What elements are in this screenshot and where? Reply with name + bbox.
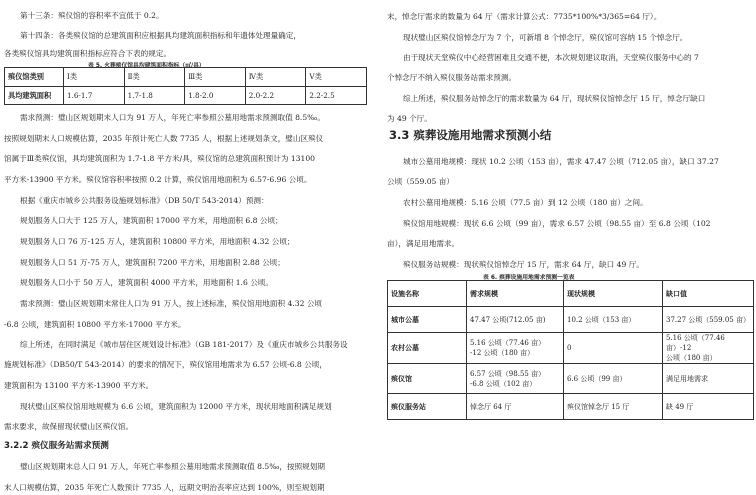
table6-demand-line: 悼念厅 64 厅: [470, 402, 512, 411]
right-top-line3: 由于现状天堂殡仪中心经营困难且交通不便，本次规划建议取消，天堂殡仪服务中心的 7: [403, 53, 699, 62]
table6-name: 城市公墓: [388, 307, 467, 333]
table6-demand: [467, 307, 564, 333]
table6-demand: [467, 394, 564, 420]
existing-line1: 现状璧山区殡仪馆用地规模为 6.6 公顷，建筑面积为 12000 平方米，现状用地面积满足规划: [20, 402, 332, 411]
summary-urban-line2: 公顷（559.05 亩）: [387, 177, 454, 186]
summary-funeral-home-line1: 殡仪馆用地规模：现状 6.6 公顷（99 亩），需求 6.57 公顷（98.55 亩）至 6.8 公顷（102: [403, 219, 711, 228]
summary-line1: 综上所述，在同时满足《城市居住区规划设计标准》（GB 181-2017）及《重庆市城乡公共服务设: [20, 340, 348, 349]
demand1-line4: 平方米-13900 平方米。殡仪馆容积率按照 0.2 计算，殡仪馆用地面积为 6.57-6.96 公顷。: [4, 175, 312, 184]
table-row: [388, 394, 754, 420]
section-heading-3-2-2: 3.2.2 殡仪服务站需求预测: [4, 441, 109, 451]
right-top-line5: 综上所述，殡仪服务站悼念厅的需求数量为 64 厅，现状殡仪馆悼念厅 15 厅，悼念厅缺口: [403, 94, 706, 103]
table5-cell: 1.8-2.0: [185, 87, 246, 105]
table6-header: 缺口值: [663, 281, 754, 307]
summary-urban-line1: 城市公墓用地规模：现状 10.2 公顷（153 亩），需求 47.47 公顷（712.05 亩），缺口 37.27: [403, 157, 719, 166]
article-14-line1: 第十四条：各类殡仪馆的总建筑面积应根据具均建筑面积指标和年遗体处理量确定，: [20, 31, 301, 40]
table6-current-line: 殡仪馆悼念厅 15 厅: [567, 402, 630, 411]
summary-funeral-home-line2: 亩），满足用地需求。: [387, 239, 460, 248]
table6-current: [564, 394, 663, 420]
table5-header-row: [5, 68, 367, 87]
last-paragraph-line1: 璧山区规划期末总人口 91 万人，年死亡率参照公墓用地需求预测取值 8.5‰，按照规划期: [20, 462, 325, 471]
table6-name: 殡仪馆: [388, 364, 467, 394]
article-14-line2: 各类殡仪馆具均建筑面积指标应符合下表的规定。: [4, 49, 172, 58]
table6-gap-line: 37.27 公顷（559.05 亩）: [666, 315, 750, 324]
right-top-line1: 末，悼念厅需求的数量为 64 厅（需求计算公式：7735*100%*3/365=64 厅）。: [387, 12, 662, 21]
right-top-line6: 为 49 个厅。: [387, 114, 432, 123]
table5-cell: 2.2-2.5: [306, 87, 367, 105]
table5-header: Ⅳ类: [245, 68, 306, 87]
table5-row: [5, 87, 367, 105]
table6-header: 需求规模: [467, 281, 564, 307]
table6-caption: 表 6. 殡葬设施用地需求预测一览表: [483, 275, 575, 281]
table5: [4, 67, 367, 105]
table5-header: Ⅰ类: [64, 68, 125, 87]
table5-cell: 1.6-1.7: [64, 87, 125, 105]
table5-row-label: 具均建筑面积: [5, 87, 64, 105]
table6-current-line: 10.2 公顷（153 亩）: [567, 315, 636, 324]
table6-demand: [467, 364, 564, 394]
table6-demand-line: 47.47 公顷(712.05 亩): [470, 315, 546, 324]
table6-current: [564, 307, 663, 333]
table5-caption: 表 5. 火葬殡仪馆具均建筑面积指标（㎡/具）: [88, 63, 205, 69]
table5-header: Ⅴ类: [306, 68, 367, 87]
demand2-line1: 需求预测：璧山区规划期末常住人口为 91 万人，按上述标准，殡仪馆用地面积 4.32 公顷: [20, 299, 323, 308]
table6-demand-line: -12 公顷（180 亩）: [470, 349, 535, 357]
table6-name: 殡仪服务站: [388, 394, 467, 420]
table6-current: [564, 333, 663, 364]
right-top-line2: 现状璧山区殡仪馆悼念厅为 7 个，可新增 8 个悼念厅，殡仪馆可容纳 15 个悼念厅。: [403, 33, 688, 42]
table5-header: Ⅲ类: [185, 68, 246, 87]
table6-gap-line: 公顷（180 亩）: [666, 354, 717, 362]
table6-gap: [663, 394, 754, 420]
demand1-line3: 馆属于Ⅲ类殡仪馆，具均建筑面积为 1.7-1.8 平方米/具，殡仪馆的总建筑面积预计为 13100: [4, 154, 315, 163]
summary-service-station: 殡仪服务站规模：现状殡仪馆悼念厅 15 厅，需求 64 厅，缺口 49 厅。: [403, 260, 644, 269]
article-13: 第十三条：殡仪馆的容积率不宜低于 0.2。: [20, 11, 164, 20]
table6-current: [564, 364, 663, 394]
table6-current-line: 6.6 公顷（99 亩）: [567, 374, 627, 383]
right-top-line4: 个悼念厅不纳入殡仪服务站需求预测。: [387, 73, 517, 82]
standard-line2: 规划服务人口大于 125 万人，建筑面积 17000 平方米，用地面积 6.8 公顷；: [20, 216, 283, 225]
summary-rural: 农村公墓用地规模：5.16 公顷（77.5 亩）到 12 公顷（180 亩）之间。: [403, 198, 648, 207]
standard-line1: 根据《重庆市城乡公共服务设施规划标准》（DB 50/T 543-2014）预测：: [20, 196, 269, 205]
demand1-line2: 按照规划期末人口规模估算，2035 年预计死亡人数 7735 人，根据上述规划条文，璧山区殡仪: [4, 134, 324, 143]
table6-header-row: [388, 281, 754, 307]
table5-cell: 2.0-2.2: [245, 87, 306, 105]
table6-demand: [467, 333, 564, 364]
summary-line3: 建筑面积为 13100 平方米-13900 平方米。: [4, 381, 154, 390]
demand1-line1: 需求预测：璧山区规划期末人口为 91 万人，年死亡率参照公墓用地需求预测取值 8.5‰。: [20, 113, 325, 122]
table6: [387, 280, 754, 420]
table6-demand-line: -6.8 公顷（102 亩）: [470, 379, 537, 388]
standard-line4: 规划服务人口 51 万-75 万人，建筑面积 7200 平方米，用地面积 2.88 公顷；: [20, 258, 285, 267]
last-paragraph-line2: 末人口规模估算，2035 年死亡人数预计 7735 人，远期文明治丧率应达到 100%，则至规划期: [4, 483, 325, 492]
table6-header: 设施名称: [388, 281, 467, 307]
standard-line5: 规划服务人口小于 50 万人，建筑面积 4000 平方米，用地面积 1.6 公顷。: [20, 278, 273, 287]
demand2-line2: -6.8 公顷，建筑面积 10800 平方米-17000 平方米。: [4, 320, 186, 329]
table5-cell: 1.7-1.8: [124, 87, 185, 105]
table5-header: 殡仪馆类别: [5, 68, 64, 87]
table6-demand-line: 5.16 公顷（77.46 亩）: [470, 339, 546, 347]
standard-line3: 规划服务人口 76 万-125 万人，建筑面积 10800 平方米，用地面积 4.32 公顷；: [20, 237, 295, 246]
table6-gap-line: 5.16 公顷（77.46 亩）-12: [666, 334, 725, 352]
table6-header: 现状规模: [564, 281, 663, 307]
table5-header: Ⅱ类: [124, 68, 185, 87]
table6-gap: [663, 364, 754, 394]
table-row: [388, 307, 754, 333]
table-row: [388, 364, 754, 394]
summary-line2: 施规划标准》（DB50/T 543-2014）的要求的情况下，殡仪馆用地需求为 6.57 公顷-6.8 公顷，: [4, 360, 327, 369]
table6-current-line: 0: [567, 344, 572, 352]
table-row: [388, 333, 754, 364]
table6-gap: [663, 307, 754, 333]
existing-line2: 需求要求，故保留现状璧山区殡仪馆。: [4, 422, 134, 431]
table6-gap-line: 缺 49 厅: [666, 402, 694, 411]
section-heading-3-3: 3.3 殡葬设施用地需求预测小结: [389, 128, 552, 142]
table6-demand-line: 6.57 公顷（98.55 亩）: [470, 369, 546, 378]
table6-gap-line: 满足用地需求: [666, 374, 708, 383]
table6-name: 农村公墓: [388, 333, 467, 364]
table6-gap: [663, 333, 754, 364]
